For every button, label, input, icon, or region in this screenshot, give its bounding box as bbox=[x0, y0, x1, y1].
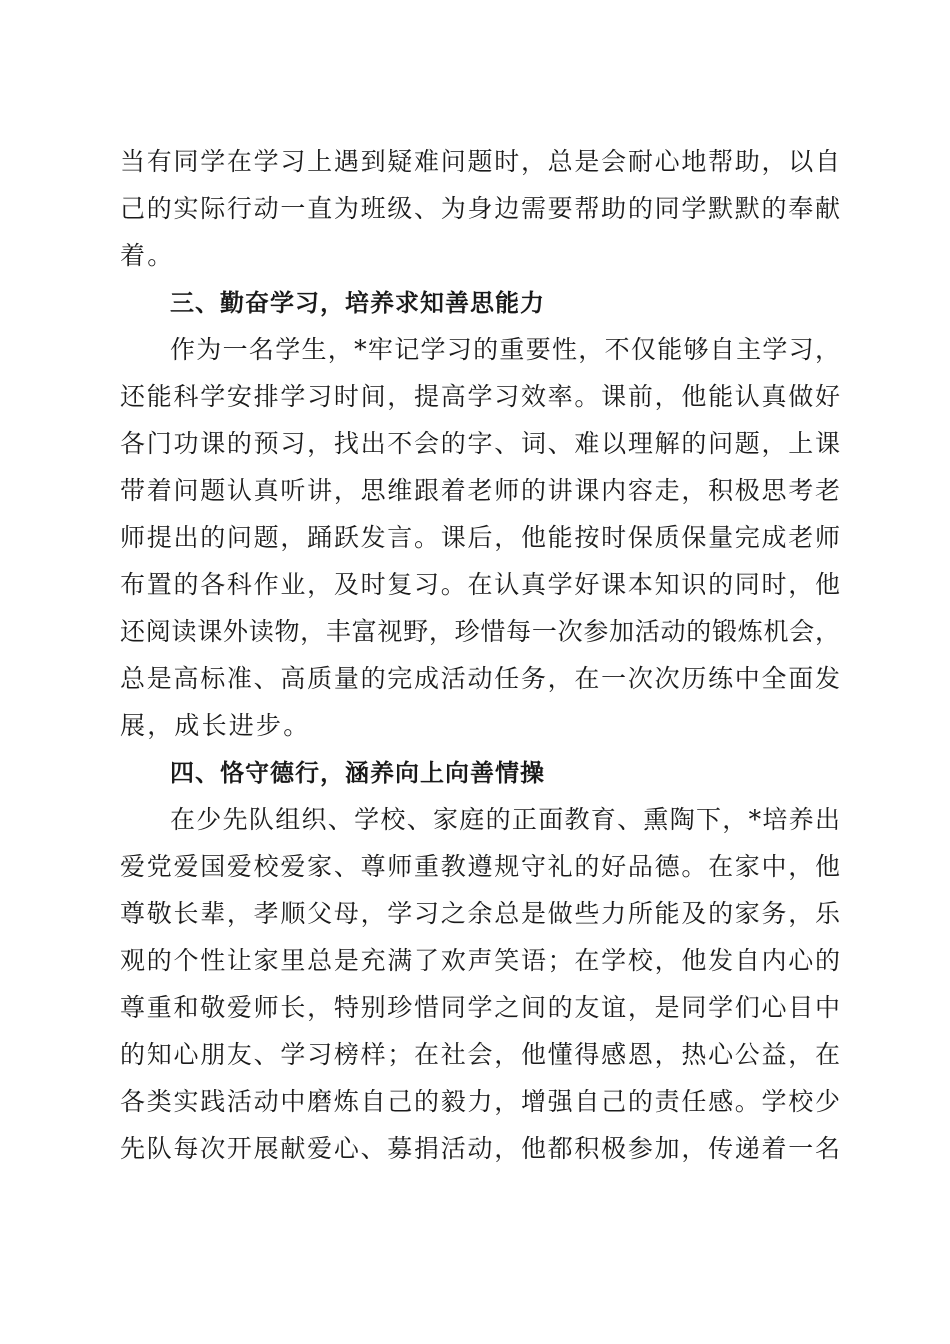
paragraph-line: 布置的各科作业，及时复习。在认真学好课本知识的同时，他 bbox=[120, 570, 840, 599]
paragraph-line: 各门功课的预习，找出不会的字、词、难以理解的问题，上课 bbox=[120, 429, 840, 458]
paragraph-line: 观的个性让家里总是充满了欢声笑语；在学校，他发自内心的 bbox=[120, 946, 840, 975]
section-heading: 四、恪守德行，涵养向上向善情操 bbox=[170, 759, 545, 787]
paragraph-line: 总是高标准、高质量的完成活动任务，在一次次历练中全面发 bbox=[120, 664, 840, 693]
paragraph-line: 师提出的问题，踊跃发言。课后，他能按时保质保量完成老师 bbox=[120, 523, 840, 552]
paragraph-line: 还能科学安排学习时间，提高学习效率。课前，他能认真做好 bbox=[120, 382, 840, 411]
paragraph-line: 各类实践活动中磨炼自己的毅力，增强自己的责任感。学校少 bbox=[120, 1087, 840, 1116]
paragraph-line: 己的实际行动一直为班级、为身边需要帮助的同学默默的奉献 bbox=[120, 194, 840, 223]
paragraph-line: 作为一名学生，*牢记学习的重要性，不仅能够自主学习， bbox=[170, 335, 840, 364]
paragraph-line: 在少先队组织、学校、家庭的正面教育、熏陶下，*培养出 bbox=[170, 805, 840, 834]
paragraph-line: 先队每次开展献爱心、募捐活动，他都积极参加，传递着一名 bbox=[120, 1134, 840, 1163]
paragraph-line: 爱党爱国爱校爱家、尊师重教遵规守礼的好品德。在家中，他 bbox=[120, 852, 840, 881]
paragraph-line: 尊重和敬爱师长，特别珍惜同学之间的友谊，是同学们心目中 bbox=[120, 993, 840, 1022]
paragraph-line: 还阅读课外读物，丰富视野，珍惜每一次参加活动的锻炼机会， bbox=[120, 617, 840, 646]
paragraph-line: 当有同学在学习上遇到疑难问题时，总是会耐心地帮助，以自 bbox=[120, 147, 840, 176]
section-heading: 三、勤奋学习，培养求知善思能力 bbox=[170, 289, 545, 317]
paragraph-line: 的知心朋友、学习榜样；在社会，他懂得感恩，热心公益，在 bbox=[120, 1040, 840, 1069]
paragraph-line: 展，成长进步。 bbox=[120, 711, 311, 740]
paragraph-line: 带着问题认真听讲，思维跟着老师的讲课内容走，积极思考老 bbox=[120, 476, 840, 505]
paragraph-line: 尊敬长辈，孝顺父母，学习之余总是做些力所能及的家务，乐 bbox=[120, 899, 840, 928]
paragraph-line: 着。 bbox=[120, 241, 175, 270]
